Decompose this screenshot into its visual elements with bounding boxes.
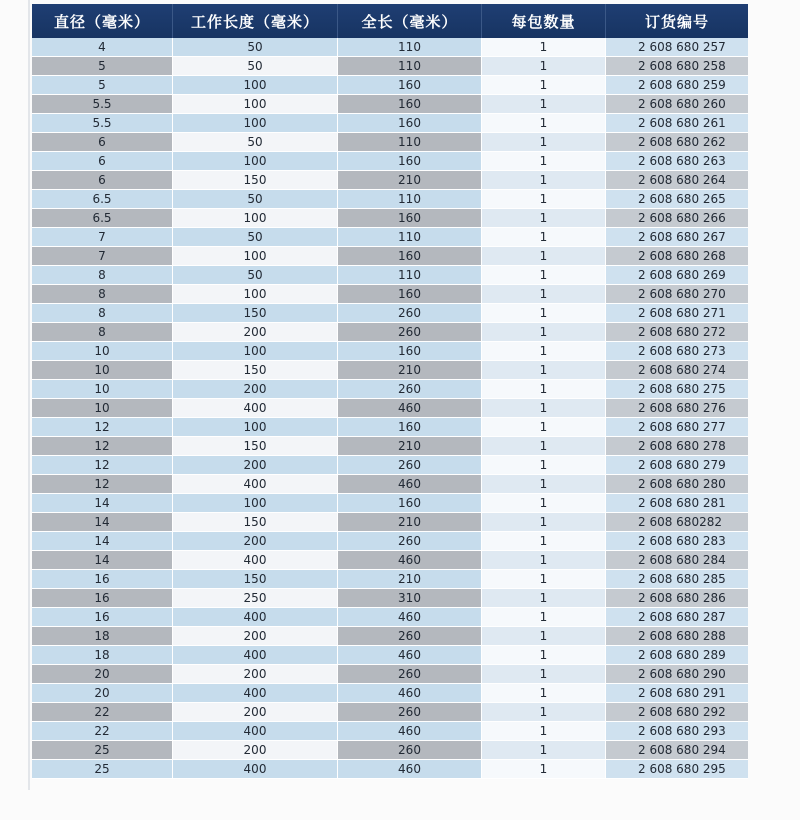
cell-diameter: 12 bbox=[32, 418, 173, 437]
cell-qty-per-pack: 1 bbox=[482, 532, 606, 551]
cell-working-length: 50 bbox=[173, 133, 338, 152]
cell-diameter: 6.5 bbox=[32, 209, 173, 228]
table-row bbox=[32, 342, 748, 361]
cell-order-number: 2 608 680 265 bbox=[606, 190, 748, 209]
cell-order-number: 2 608 680 288 bbox=[606, 627, 748, 646]
cell-working-length: 50 bbox=[173, 228, 338, 247]
cell-order-number: 2 608 680 262 bbox=[606, 133, 748, 152]
cell-total-length: 260 bbox=[338, 323, 482, 342]
cell-qty-per-pack: 1 bbox=[482, 361, 606, 380]
cell-working-length: 50 bbox=[173, 38, 338, 57]
cell-working-length: 200 bbox=[173, 627, 338, 646]
table-row bbox=[32, 304, 748, 323]
cell-order-number: 2 608 680 295 bbox=[606, 760, 748, 779]
cell-order-number: 2 608 680 280 bbox=[606, 475, 748, 494]
cell-qty-per-pack: 1 bbox=[482, 152, 606, 171]
cell-diameter: 10 bbox=[32, 342, 173, 361]
cell-working-length: 200 bbox=[173, 456, 338, 475]
table-row bbox=[32, 38, 748, 57]
cell-total-length: 110 bbox=[338, 190, 482, 209]
cell-working-length: 400 bbox=[173, 608, 338, 627]
header-qty-per-pack: 每包数量 bbox=[482, 4, 606, 38]
table-row bbox=[32, 494, 748, 513]
cell-order-number: 2 608 680 287 bbox=[606, 608, 748, 627]
cell-qty-per-pack: 1 bbox=[482, 646, 606, 665]
cell-order-number: 2 608 680 283 bbox=[606, 532, 748, 551]
cell-working-length: 200 bbox=[173, 703, 338, 722]
cell-order-number: 2 608 680 257 bbox=[606, 38, 748, 57]
cell-total-length: 110 bbox=[338, 133, 482, 152]
cell-qty-per-pack: 1 bbox=[482, 133, 606, 152]
cell-working-length: 400 bbox=[173, 475, 338, 494]
cell-total-length: 110 bbox=[338, 57, 482, 76]
cell-total-length: 160 bbox=[338, 247, 482, 266]
cell-working-length: 150 bbox=[173, 513, 338, 532]
cell-order-number: 2 608 680 281 bbox=[606, 494, 748, 513]
cell-total-length: 260 bbox=[338, 741, 482, 760]
table-row bbox=[32, 247, 748, 266]
cell-qty-per-pack: 1 bbox=[482, 399, 606, 418]
cell-diameter: 16 bbox=[32, 608, 173, 627]
header-diameter: 直径（毫米） bbox=[32, 4, 173, 38]
table-row bbox=[32, 684, 748, 703]
cell-qty-per-pack: 1 bbox=[482, 684, 606, 703]
table-row bbox=[32, 76, 748, 95]
cell-working-length: 100 bbox=[173, 209, 338, 228]
cell-diameter: 7 bbox=[32, 228, 173, 247]
cell-qty-per-pack: 1 bbox=[482, 570, 606, 589]
cell-order-number: 2 608 680 269 bbox=[606, 266, 748, 285]
cell-qty-per-pack: 1 bbox=[482, 304, 606, 323]
cell-working-length: 400 bbox=[173, 722, 338, 741]
cell-order-number: 2 608 680 263 bbox=[606, 152, 748, 171]
cell-order-number: 2 608 680 270 bbox=[606, 285, 748, 304]
cell-total-length: 160 bbox=[338, 342, 482, 361]
cell-order-number: 2 608 680 276 bbox=[606, 399, 748, 418]
table-row bbox=[32, 532, 748, 551]
cell-order-number: 2 608 680 277 bbox=[606, 418, 748, 437]
table-row bbox=[32, 741, 748, 760]
table-row bbox=[32, 114, 748, 133]
cell-total-length: 210 bbox=[338, 437, 482, 456]
cell-order-number: 2 608 680 291 bbox=[606, 684, 748, 703]
table-row bbox=[32, 171, 748, 190]
cell-diameter: 8 bbox=[32, 323, 173, 342]
cell-working-length: 400 bbox=[173, 684, 338, 703]
cell-order-number: 2 608 680 268 bbox=[606, 247, 748, 266]
cell-working-length: 400 bbox=[173, 399, 338, 418]
cell-order-number: 2 608 680 267 bbox=[606, 228, 748, 247]
page-edge-line bbox=[28, 0, 30, 790]
cell-total-length: 260 bbox=[338, 532, 482, 551]
table-row bbox=[32, 209, 748, 228]
cell-working-length: 100 bbox=[173, 342, 338, 361]
drill-bit-spec-table bbox=[32, 4, 748, 779]
cell-total-length: 460 bbox=[338, 722, 482, 741]
cell-diameter: 18 bbox=[32, 646, 173, 665]
cell-working-length: 100 bbox=[173, 494, 338, 513]
cell-diameter: 6 bbox=[32, 152, 173, 171]
cell-qty-per-pack: 1 bbox=[482, 266, 606, 285]
cell-diameter: 16 bbox=[32, 570, 173, 589]
cell-total-length: 210 bbox=[338, 513, 482, 532]
cell-diameter: 6.5 bbox=[32, 190, 173, 209]
cell-order-number: 2 608 680 292 bbox=[606, 703, 748, 722]
cell-diameter: 25 bbox=[32, 760, 173, 779]
table-row bbox=[32, 589, 748, 608]
header-order-number: 订货编号 bbox=[606, 4, 748, 38]
cell-working-length: 200 bbox=[173, 665, 338, 684]
cell-diameter: 8 bbox=[32, 285, 173, 304]
cell-working-length: 250 bbox=[173, 589, 338, 608]
cell-order-number: 2 608 680 274 bbox=[606, 361, 748, 380]
cell-qty-per-pack: 1 bbox=[482, 551, 606, 570]
cell-qty-per-pack: 1 bbox=[482, 456, 606, 475]
cell-working-length: 400 bbox=[173, 551, 338, 570]
cell-total-length: 210 bbox=[338, 171, 482, 190]
cell-total-length: 160 bbox=[338, 209, 482, 228]
cell-working-length: 100 bbox=[173, 95, 338, 114]
table-row bbox=[32, 646, 748, 665]
cell-qty-per-pack: 1 bbox=[482, 627, 606, 646]
cell-qty-per-pack: 1 bbox=[482, 285, 606, 304]
cell-diameter: 8 bbox=[32, 304, 173, 323]
table-row bbox=[32, 323, 748, 342]
cell-diameter: 20 bbox=[32, 665, 173, 684]
cell-order-number: 2 608 680 264 bbox=[606, 171, 748, 190]
cell-order-number: 2 608 680 285 bbox=[606, 570, 748, 589]
cell-order-number: 2 608 680 294 bbox=[606, 741, 748, 760]
cell-qty-per-pack: 1 bbox=[482, 342, 606, 361]
cell-qty-per-pack: 1 bbox=[482, 741, 606, 760]
table-row bbox=[32, 437, 748, 456]
table-row bbox=[32, 361, 748, 380]
cell-total-length: 160 bbox=[338, 76, 482, 95]
cell-order-number: 2 608 680 261 bbox=[606, 114, 748, 133]
cell-diameter: 22 bbox=[32, 703, 173, 722]
cell-diameter: 5.5 bbox=[32, 95, 173, 114]
cell-diameter: 18 bbox=[32, 627, 173, 646]
cell-working-length: 200 bbox=[173, 741, 338, 760]
cell-qty-per-pack: 1 bbox=[482, 608, 606, 627]
cell-total-length: 110 bbox=[338, 228, 482, 247]
cell-qty-per-pack: 1 bbox=[482, 494, 606, 513]
cell-total-length: 160 bbox=[338, 152, 482, 171]
table-row bbox=[32, 703, 748, 722]
cell-diameter: 10 bbox=[32, 380, 173, 399]
cell-diameter: 5 bbox=[32, 76, 173, 95]
cell-working-length: 150 bbox=[173, 304, 338, 323]
cell-total-length: 460 bbox=[338, 646, 482, 665]
table-row bbox=[32, 722, 748, 741]
cell-working-length: 100 bbox=[173, 114, 338, 133]
table-row bbox=[32, 418, 748, 437]
cell-qty-per-pack: 1 bbox=[482, 228, 606, 247]
cell-total-length: 310 bbox=[338, 589, 482, 608]
cell-diameter: 25 bbox=[32, 741, 173, 760]
cell-total-length: 160 bbox=[338, 418, 482, 437]
cell-order-number: 2 608 680 284 bbox=[606, 551, 748, 570]
cell-order-number: 2 608 680 279 bbox=[606, 456, 748, 475]
table-header bbox=[32, 4, 748, 38]
cell-total-length: 260 bbox=[338, 665, 482, 684]
cell-diameter: 20 bbox=[32, 684, 173, 703]
cell-order-number: 2 608 680 259 bbox=[606, 76, 748, 95]
cell-diameter: 14 bbox=[32, 551, 173, 570]
cell-total-length: 460 bbox=[338, 399, 482, 418]
cell-order-number: 2 608 680 272 bbox=[606, 323, 748, 342]
header-working-length: 工作长度（毫米） bbox=[173, 4, 338, 38]
table-row bbox=[32, 190, 748, 209]
cell-order-number: 2 608 680 271 bbox=[606, 304, 748, 323]
table-row bbox=[32, 475, 748, 494]
cell-diameter: 4 bbox=[32, 38, 173, 57]
cell-qty-per-pack: 1 bbox=[482, 114, 606, 133]
cell-order-number: 2 608 680 278 bbox=[606, 437, 748, 456]
cell-order-number: 2 608 680 275 bbox=[606, 380, 748, 399]
table-row bbox=[32, 399, 748, 418]
cell-order-number: 2 608 680 289 bbox=[606, 646, 748, 665]
cell-order-number: 2 608 680 258 bbox=[606, 57, 748, 76]
cell-total-length: 160 bbox=[338, 285, 482, 304]
cell-qty-per-pack: 1 bbox=[482, 323, 606, 342]
cell-working-length: 150 bbox=[173, 361, 338, 380]
cell-diameter: 6 bbox=[32, 133, 173, 152]
cell-total-length: 210 bbox=[338, 570, 482, 589]
cell-order-number: 2 608 680 293 bbox=[606, 722, 748, 741]
table-row bbox=[32, 513, 748, 532]
table-row bbox=[32, 228, 748, 247]
table-row bbox=[32, 152, 748, 171]
table-row bbox=[32, 608, 748, 627]
table-row bbox=[32, 57, 748, 76]
cell-diameter: 12 bbox=[32, 437, 173, 456]
table-row bbox=[32, 760, 748, 779]
cell-order-number: 2 608 680282 bbox=[606, 513, 748, 532]
cell-qty-per-pack: 1 bbox=[482, 171, 606, 190]
cell-diameter: 22 bbox=[32, 722, 173, 741]
cell-diameter: 12 bbox=[32, 475, 173, 494]
cell-total-length: 460 bbox=[338, 608, 482, 627]
cell-total-length: 260 bbox=[338, 627, 482, 646]
cell-qty-per-pack: 1 bbox=[482, 513, 606, 532]
cell-qty-per-pack: 1 bbox=[482, 380, 606, 399]
cell-working-length: 200 bbox=[173, 323, 338, 342]
table-body bbox=[32, 38, 748, 779]
header-total-length: 全长（毫米） bbox=[338, 4, 482, 38]
cell-working-length: 200 bbox=[173, 532, 338, 551]
cell-qty-per-pack: 1 bbox=[482, 38, 606, 57]
cell-working-length: 150 bbox=[173, 171, 338, 190]
cell-diameter: 12 bbox=[32, 456, 173, 475]
cell-diameter: 14 bbox=[32, 513, 173, 532]
cell-diameter: 7 bbox=[32, 247, 173, 266]
table-row bbox=[32, 551, 748, 570]
table-row bbox=[32, 380, 748, 399]
cell-diameter: 14 bbox=[32, 494, 173, 513]
cell-total-length: 260 bbox=[338, 703, 482, 722]
cell-total-length: 260 bbox=[338, 456, 482, 475]
cell-total-length: 110 bbox=[338, 38, 482, 57]
cell-order-number: 2 608 680 266 bbox=[606, 209, 748, 228]
cell-qty-per-pack: 1 bbox=[482, 703, 606, 722]
cell-total-length: 110 bbox=[338, 266, 482, 285]
cell-working-length: 50 bbox=[173, 57, 338, 76]
cell-working-length: 400 bbox=[173, 760, 338, 779]
cell-working-length: 50 bbox=[173, 266, 338, 285]
table-row bbox=[32, 456, 748, 475]
cell-diameter: 16 bbox=[32, 589, 173, 608]
cell-working-length: 150 bbox=[173, 570, 338, 589]
cell-qty-per-pack: 1 bbox=[482, 418, 606, 437]
cell-total-length: 160 bbox=[338, 95, 482, 114]
cell-total-length: 460 bbox=[338, 475, 482, 494]
cell-total-length: 210 bbox=[338, 361, 482, 380]
cell-total-length: 260 bbox=[338, 380, 482, 399]
cell-total-length: 160 bbox=[338, 494, 482, 513]
table-row bbox=[32, 266, 748, 285]
cell-working-length: 100 bbox=[173, 285, 338, 304]
cell-total-length: 160 bbox=[338, 114, 482, 133]
cell-qty-per-pack: 1 bbox=[482, 190, 606, 209]
cell-working-length: 200 bbox=[173, 380, 338, 399]
cell-working-length: 50 bbox=[173, 190, 338, 209]
table-row bbox=[32, 133, 748, 152]
cell-qty-per-pack: 1 bbox=[482, 437, 606, 456]
cell-order-number: 2 608 680 286 bbox=[606, 589, 748, 608]
cell-order-number: 2 608 680 290 bbox=[606, 665, 748, 684]
cell-total-length: 460 bbox=[338, 760, 482, 779]
cell-working-length: 100 bbox=[173, 76, 338, 95]
cell-order-number: 2 608 680 273 bbox=[606, 342, 748, 361]
cell-qty-per-pack: 1 bbox=[482, 57, 606, 76]
table-row bbox=[32, 665, 748, 684]
cell-diameter: 5.5 bbox=[32, 114, 173, 133]
cell-diameter: 5 bbox=[32, 57, 173, 76]
cell-qty-per-pack: 1 bbox=[482, 209, 606, 228]
cell-qty-per-pack: 1 bbox=[482, 722, 606, 741]
cell-total-length: 260 bbox=[338, 304, 482, 323]
table-row bbox=[32, 285, 748, 304]
cell-diameter: 10 bbox=[32, 399, 173, 418]
cell-total-length: 460 bbox=[338, 684, 482, 703]
cell-working-length: 150 bbox=[173, 437, 338, 456]
header-row bbox=[32, 4, 748, 38]
cell-diameter: 10 bbox=[32, 361, 173, 380]
cell-working-length: 100 bbox=[173, 152, 338, 171]
cell-total-length: 460 bbox=[338, 551, 482, 570]
cell-diameter: 14 bbox=[32, 532, 173, 551]
cell-qty-per-pack: 1 bbox=[482, 475, 606, 494]
cell-working-length: 100 bbox=[173, 418, 338, 437]
cell-working-length: 400 bbox=[173, 646, 338, 665]
table-row bbox=[32, 570, 748, 589]
cell-qty-per-pack: 1 bbox=[482, 76, 606, 95]
cell-qty-per-pack: 1 bbox=[482, 95, 606, 114]
cell-diameter: 6 bbox=[32, 171, 173, 190]
cell-order-number: 2 608 680 260 bbox=[606, 95, 748, 114]
cell-qty-per-pack: 1 bbox=[482, 665, 606, 684]
table-row bbox=[32, 95, 748, 114]
table-row bbox=[32, 627, 748, 646]
cell-working-length: 100 bbox=[173, 247, 338, 266]
cell-qty-per-pack: 1 bbox=[482, 589, 606, 608]
cell-qty-per-pack: 1 bbox=[482, 760, 606, 779]
cell-diameter: 8 bbox=[32, 266, 173, 285]
cell-qty-per-pack: 1 bbox=[482, 247, 606, 266]
